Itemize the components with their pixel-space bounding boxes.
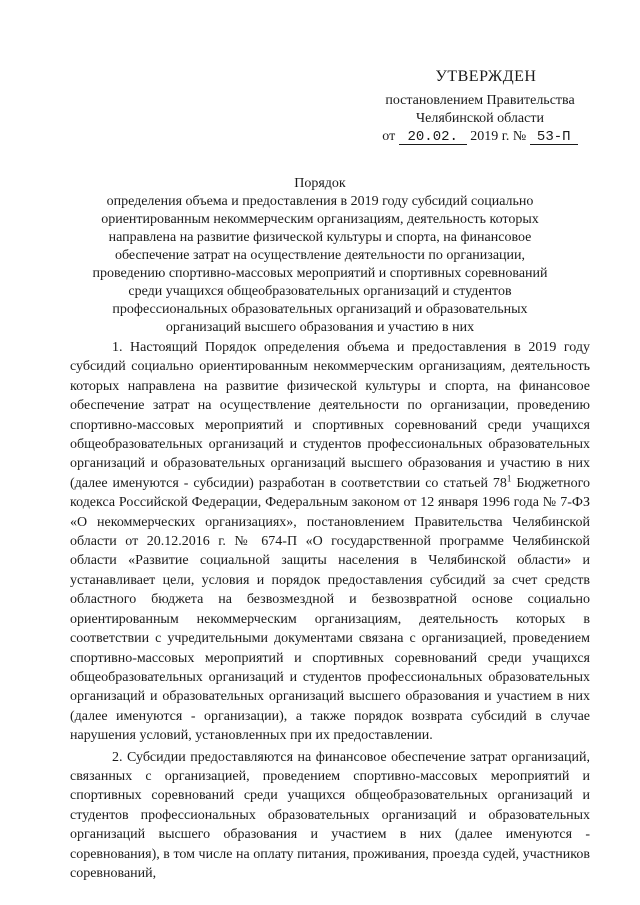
document-title: Порядок bbox=[294, 176, 346, 191]
approval-line-resolution: постановлением Правительства bbox=[385, 93, 575, 108]
paragraph-1 bbox=[70, 338, 590, 746]
paragraph-1-part-1: 1. Настоящий Порядок определения объема и предоставления в 2019 году субсидий социально ориентированным некоммерческим организациям, деятельность которых направлена на развитие физической культуры и спорта, на финансовое обеспечение затрат на осуществление деятельности по организации, проведению спортивно-массовых мероприятий и спортивных соревнований среди учащихся общеобразовательных организаций и студентов профессиональных образовательных организаций и образовательных организаций высшего образования и участию в них (далее именуются - субсидии) разработан в соответствии со статьей 78 bbox=[70, 340, 590, 491]
approval-number-value: 53-П bbox=[530, 130, 578, 145]
article-superscript: 1 bbox=[506, 473, 512, 484]
year-number-label: 2019 г. № bbox=[470, 129, 527, 144]
approval-date-line bbox=[330, 128, 630, 146]
approved-heading: УТВЕРЖДЕН bbox=[435, 68, 537, 85]
from-label: от bbox=[382, 129, 396, 144]
approval-date-value: 20.02. bbox=[399, 130, 467, 145]
document-subtitle: определения объема и предоставления в 2019 году субсидий социально ориентированным некоммерческим организациям, деятельность которых направлена на развитие физической культуры и спорта, на финансовое обеспечение затрат на осуществление деятельности по организации, проведению спортивно-массовых мероприятий и спортивных соревнований среди учащихся общеобразовательных организаций и студентов профессиональных образовательных организаций и образовательных организаций высшего образования и участию в них bbox=[92, 194, 548, 335]
paragraph-2: 2. Субсидии предоставляются на финансовое обеспечение затрат организаций, связанных с организацией, проведением спортивно-массовых мероприятий и спортивных соревнований среди учащихся общеобразовательных организаций и студентов профессиональных образовательных организаций и образовательных организаций высшего образования и участием в них (далее именуются - соревнования), в том числе на оплату питания, проживания, проезда судей, участников соревнований, bbox=[70, 749, 590, 881]
approval-line-region: Челябинской области bbox=[416, 111, 544, 126]
approval-block bbox=[330, 68, 630, 146]
document-body bbox=[70, 338, 590, 883]
paragraph-1-part-2: Бюджетного кодекса Российской Федерации, Федеральным законом от 12 января 1996 года № 7-ФЗ «О некоммерческих организациях», постановлением Правительства Челябинской области от 20.12.2016 г. № 674-П «О государственной программе Челябинской области «Развитие социальной защиты населения в Челябинской области» и устанавливает цели, условия и порядок предоставления субсидий за счет средств областного бюджета на безвозмездной и безвозвратной основе социально ориентированным некоммерческим организациям, деятельность которых в соответствии с учредительными документами связана с организацией, проведением спортивно-массовых мероприятий и спортивных соревнований среди учащихся общеобразовательных организаций и студентов профессиональных образовательных организаций и образовательных организаций высшего образования и участием в них (далее именуются - организации), а также порядок возврата субсидий в случае нарушения условий, установленных при их предоставлении. bbox=[70, 475, 590, 744]
